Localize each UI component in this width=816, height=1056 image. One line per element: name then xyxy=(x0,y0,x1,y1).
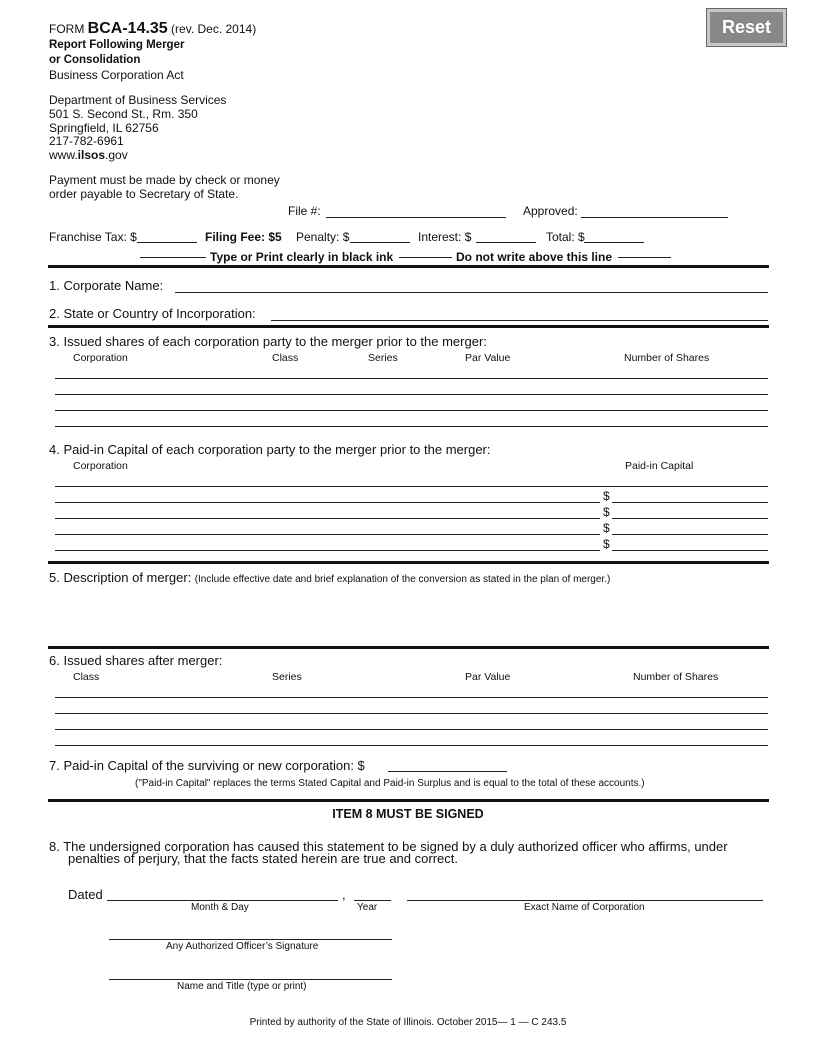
dollar-sign: $ xyxy=(603,537,610,551)
dollar-sign: $ xyxy=(603,521,610,535)
item5-note: (Include effective date and brief explanation of the conversion as stated in the plan of merger.) xyxy=(194,574,611,585)
payment-line2: order payable to Secretary of State. xyxy=(49,187,239,201)
item7-note: ("Paid-in Capital" replaces the terms Stated Capital and Paid-in Surplus and is equal to the total of these accounts.) xyxy=(135,778,645,789)
section-rule xyxy=(48,561,769,564)
approved-field[interactable] xyxy=(581,204,728,218)
col-series: Series xyxy=(272,671,302,683)
paid-in-capital-field[interactable] xyxy=(388,758,507,772)
name-title-field[interactable] xyxy=(109,966,392,980)
penalty-label: Penalty: $ xyxy=(296,230,350,244)
col-class: Class xyxy=(272,352,299,364)
col-corporation: Corporation xyxy=(73,352,128,364)
footer-text: Printed by authority of the State of Illinois. October 2015— 1 — C 243.5 xyxy=(249,1017,567,1028)
item4-corporation-field[interactable] xyxy=(55,537,600,551)
interest-label: Interest: $ xyxy=(418,230,472,244)
form-title-line1: Report Following Merger xyxy=(49,39,185,51)
corporation-name-field[interactable] xyxy=(407,887,763,901)
item6-row-field[interactable] xyxy=(55,732,768,746)
form-id xyxy=(49,20,256,38)
reset-button[interactable]: Reset xyxy=(707,9,786,46)
corporation-name-caption: Exact Name of Corporation xyxy=(524,902,645,913)
form-title-line2: or Consolidation xyxy=(49,54,141,66)
item4-capital-field[interactable] xyxy=(612,521,768,535)
item8-heading: ITEM 8 MUST BE SIGNED xyxy=(332,807,484,821)
year-caption: Year xyxy=(357,902,378,913)
dept-street: 501 S. Second St., Rm. 350 xyxy=(49,107,198,121)
form-revision: (rev. Dec. 2014) xyxy=(171,22,257,36)
dept-website: www.ilsos.gov xyxy=(49,148,128,162)
section-rule xyxy=(48,265,769,268)
act-name: Business Corporation Act xyxy=(49,68,184,82)
total-label: Total: $ xyxy=(546,230,585,244)
penalty-field[interactable] xyxy=(350,229,410,243)
section-rule xyxy=(48,799,769,802)
dated-label: Dated xyxy=(68,887,103,902)
state-of-incorporation-field[interactable] xyxy=(271,307,768,321)
item4-corporation-field[interactable] xyxy=(55,505,600,519)
dept-name: Department of Business Services xyxy=(49,93,227,107)
col-par-value: Par Value xyxy=(465,671,511,683)
col-par-value: Par Value xyxy=(465,352,511,364)
franchise-tax-label: Franchise Tax: $ xyxy=(49,230,137,244)
form-prefix: FORM xyxy=(49,22,85,36)
divider xyxy=(399,257,452,258)
total-field[interactable] xyxy=(584,229,644,243)
instruction-do-not-write: Do not write above this line xyxy=(456,250,613,264)
dollar-sign: $ xyxy=(603,489,610,503)
col-series: Series xyxy=(368,352,398,364)
item6-row-field[interactable] xyxy=(55,684,768,698)
section-rule xyxy=(48,646,769,649)
item1-label: 1. Corporate Name: xyxy=(49,278,164,293)
col-number-of-shares: Number of Shares xyxy=(624,352,710,364)
item3-row-field[interactable] xyxy=(55,397,768,411)
franchise-tax-field[interactable] xyxy=(137,229,197,243)
item4-corporation-field[interactable] xyxy=(55,521,600,535)
item3-label: 3. Issued shares of each corporation party to the merger prior to the merger: xyxy=(49,334,487,349)
dept-phone: 217-782-6961 xyxy=(49,134,124,148)
payment-line1: Payment must be made by check or money xyxy=(49,173,280,187)
item4-corporation-field[interactable] xyxy=(55,489,600,503)
divider xyxy=(140,257,206,258)
item4-capital-field[interactable] xyxy=(612,489,768,503)
item8-text-line2: penalties of perjury, that the facts stated herein are true and correct. xyxy=(68,851,458,866)
item5-label-row xyxy=(49,570,610,585)
form-number: BCA-14.35 xyxy=(87,20,168,37)
col-class: Class xyxy=(73,671,100,683)
section-rule xyxy=(48,325,769,328)
col-paid-in-capital: Paid-in Capital xyxy=(625,460,694,472)
item7-label: 7. Paid-in Capital of the surviving or new corporation: $ xyxy=(49,758,365,773)
item6-label: 6. Issued shares after merger: xyxy=(49,653,223,668)
divider xyxy=(618,257,671,258)
instruction-black-ink: Type or Print clearly in black ink xyxy=(210,250,394,264)
item3-row-field[interactable] xyxy=(55,413,768,427)
year-field[interactable] xyxy=(354,887,391,901)
name-title-caption: Name and Title (type or print) xyxy=(177,981,307,992)
item8-text-line1: 8. The undersigned corporation has caused this statement to be signed by a duly authorized officer who affirms, under xyxy=(49,839,728,854)
item2-label: 2. State or Country of Incorporation: xyxy=(49,306,256,321)
item3-row-field[interactable] xyxy=(55,381,768,395)
merger-description-field[interactable] xyxy=(49,588,771,646)
col-number-of-shares: Number of Shares xyxy=(633,671,719,683)
col-corporation: Corporation xyxy=(73,460,128,472)
file-number-field[interactable] xyxy=(326,204,506,218)
item4-row-field[interactable] xyxy=(55,473,768,487)
approved-label: Approved: xyxy=(523,204,578,218)
interest-field[interactable] xyxy=(476,229,536,243)
item3-row-field[interactable] xyxy=(55,365,768,379)
month-day-caption: Month & Day xyxy=(191,902,249,913)
officer-signature-field[interactable] xyxy=(109,926,392,940)
date-comma: , xyxy=(342,887,346,902)
dollar-sign: $ xyxy=(603,505,610,519)
officer-signature-caption: Any Authorized Officer’s Signature xyxy=(166,941,319,952)
item4-label: 4. Paid-in Capital of each corporation party to the merger prior to the merger: xyxy=(49,442,491,457)
item6-row-field[interactable] xyxy=(55,700,768,714)
corporate-name-field[interactable] xyxy=(175,279,768,293)
item5-label: 5. Description of merger: xyxy=(49,570,192,585)
file-number-label: File #: xyxy=(288,204,321,218)
filing-fee: Filing Fee: $5 xyxy=(205,230,282,244)
dept-city: Springfield, IL 62756 xyxy=(49,121,159,135)
item4-capital-field[interactable] xyxy=(612,505,768,519)
item4-capital-field[interactable] xyxy=(612,537,768,551)
month-day-field[interactable] xyxy=(107,887,338,901)
item6-row-field[interactable] xyxy=(55,716,768,730)
